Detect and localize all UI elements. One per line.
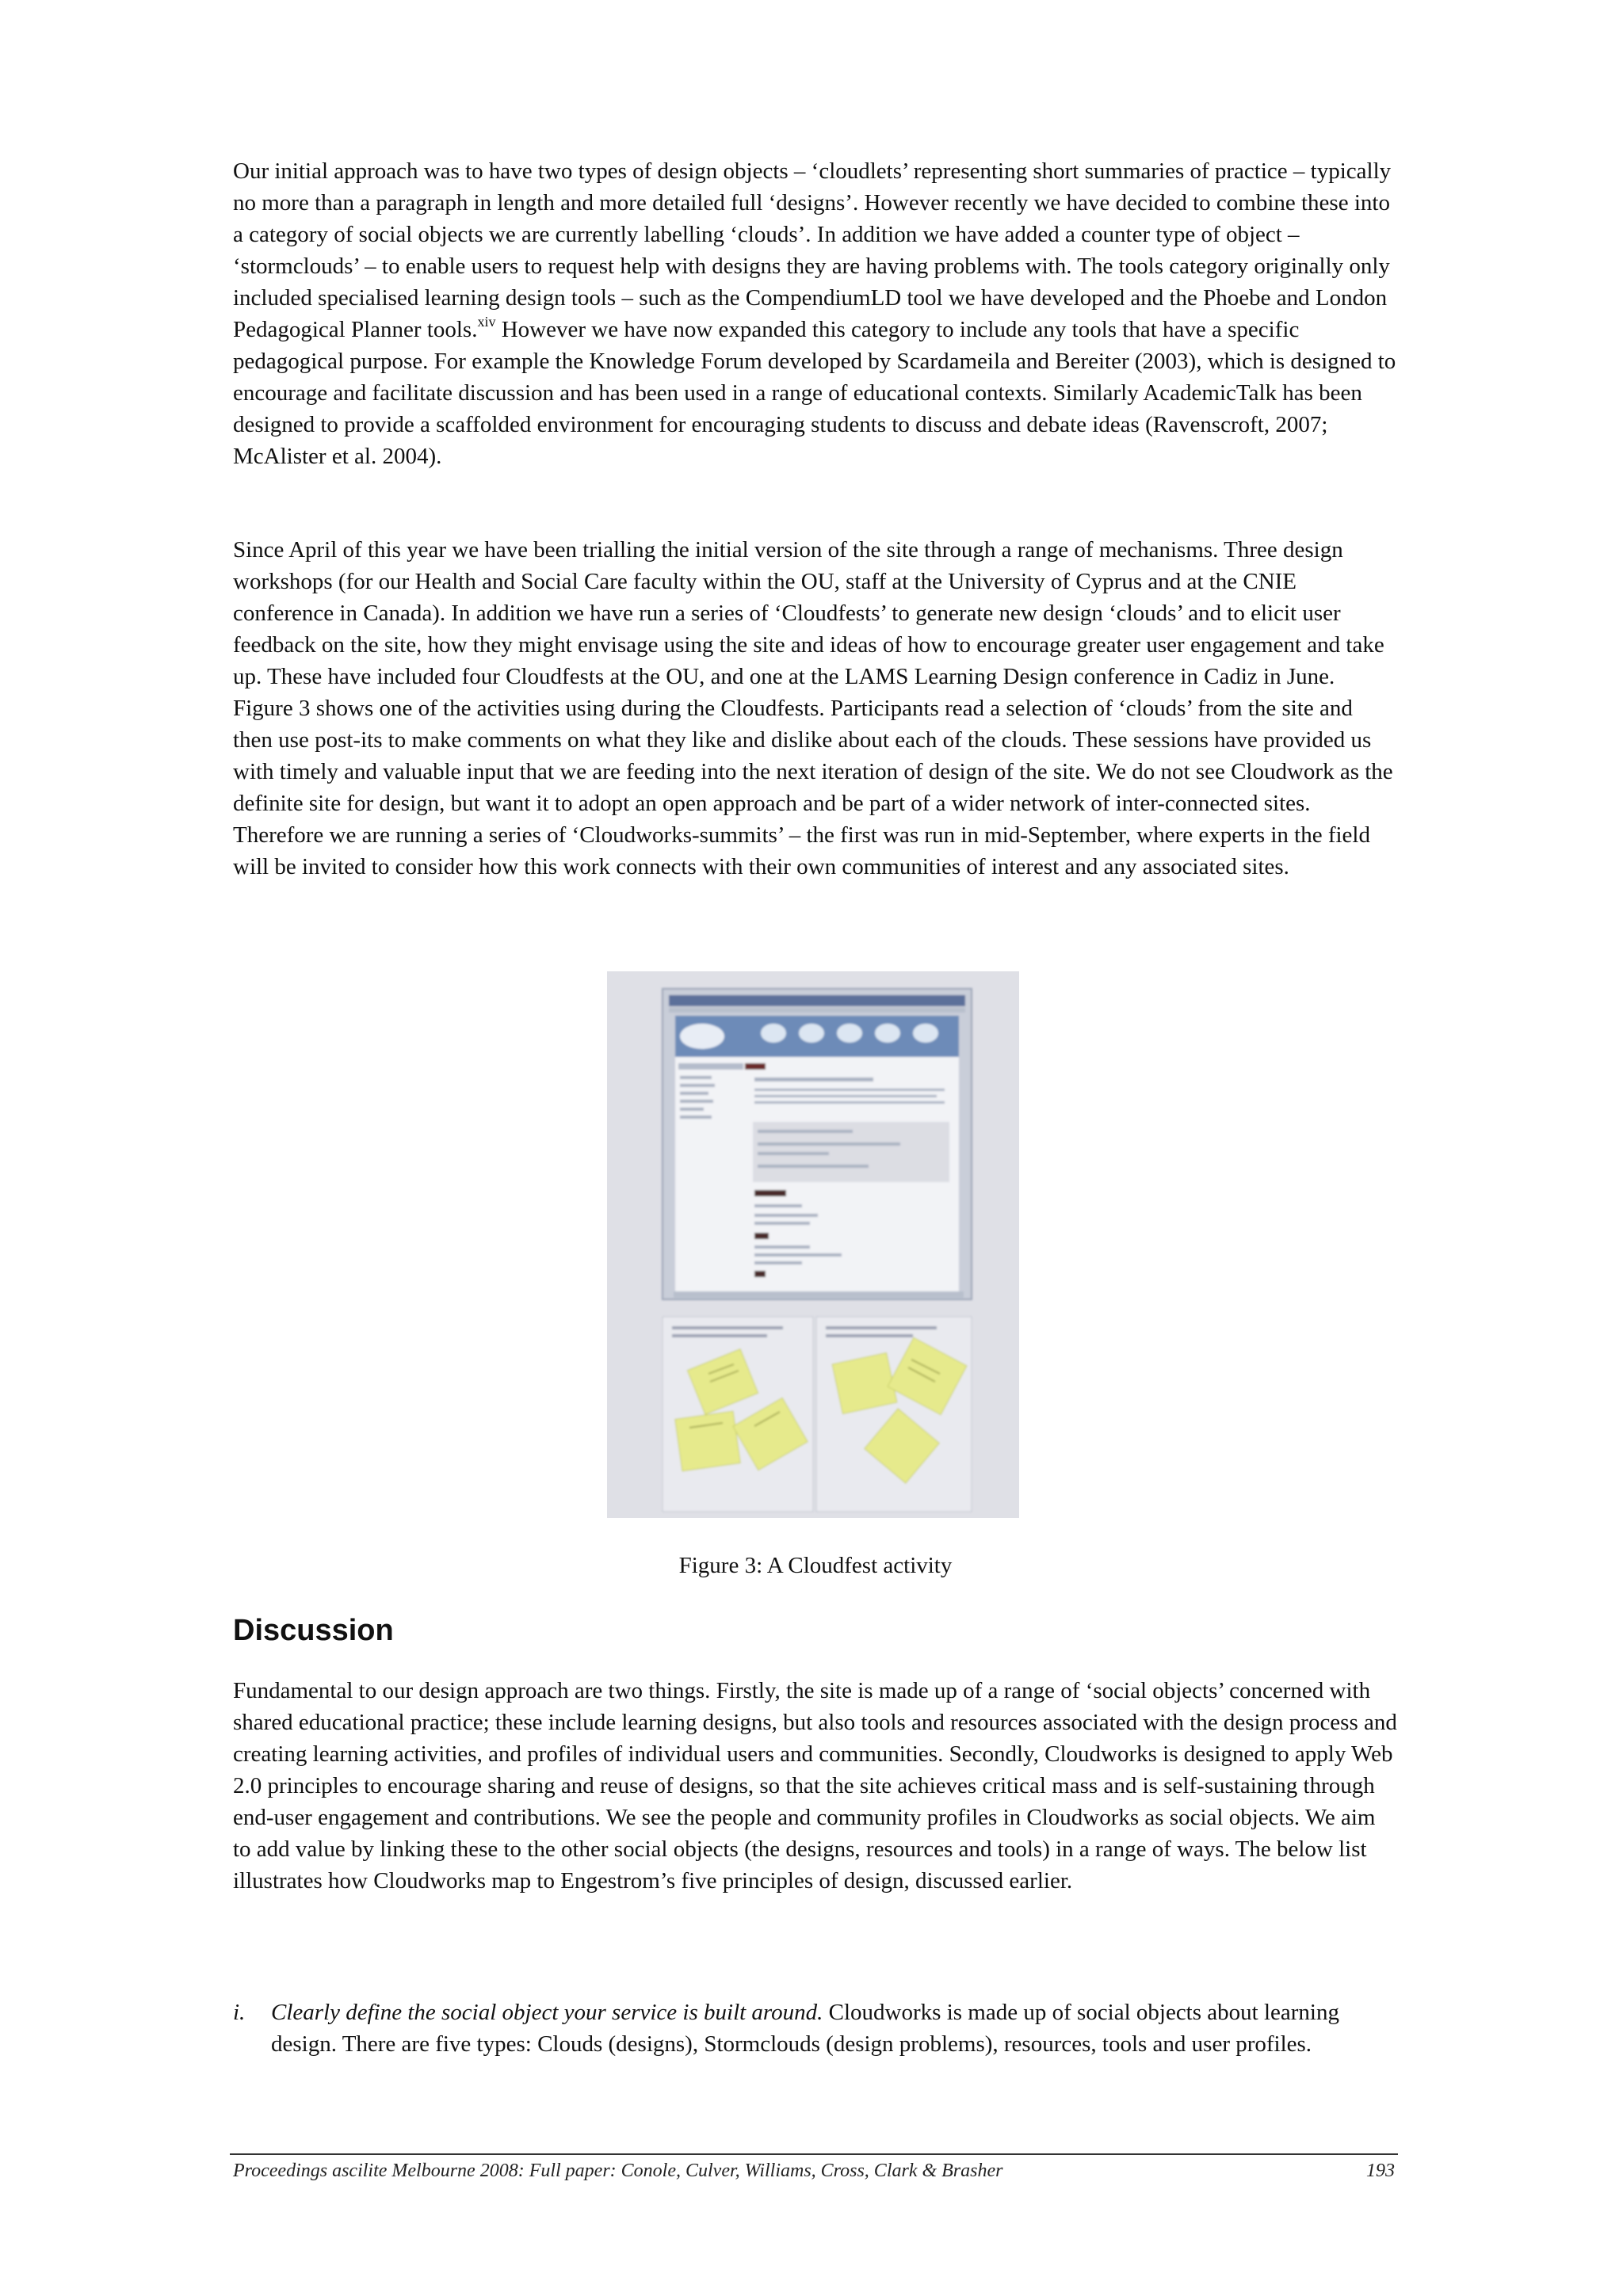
footer-divider — [230, 2153, 1398, 2155]
photo-illustration — [607, 971, 1019, 1518]
cloudfest-photo — [607, 971, 1019, 1518]
body-paragraph-1 — [233, 155, 1398, 472]
page-number: 193 — [1366, 2161, 1395, 2181]
paragraph-text: However we have now expanded this category to include any tools that have a specific pedagogical purpose. For example the Knowledge Forum developed by Scardameila and Bereiter (2003), which is designed to encourage and facilitate discussion and has been used in a range of educational contexts. Similarly AcademicTalk has been designed to provide a scaffolded environment for encouraging students to discuss and debate ideas (Ravenscroft, 2007; McAlister et al. 2004). — [233, 317, 1396, 469]
figure-caption: Figure 3: A Cloudfest activity — [678, 1553, 953, 1578]
list-item-number: i. — [233, 2000, 246, 2025]
paragraph-text: Our initial approach was to have two types of design objects – ‘cloudlets’ representing short summaries of practice – typically no more than a paragraph in length and more detailed full ‘designs’. However recently we have decided to combine these into a category of social objects we are currently labelling ‘clouds’. In addition we have added a counter type of object – ‘stormclouds’ – to enable users to request help with designs they are having problems with. The tools category originally only included specialised learning design tools – such as the CompendiumLD tool we have developed and the Phoebe and London Pedagogical Planner tools. — [233, 158, 1392, 342]
body-paragraph-3 — [233, 1675, 1398, 1897]
body-paragraph-2 — [233, 534, 1398, 883]
paragraph-text: Fundamental to our design approach are two things. Firstly, the site is made up of a range of ‘social objects’ concerned with shared educational practice; these include learning designs, but also tools and resources associated with the design process and creating learning activities, and profiles of individual users and communities. Secondly, Cloudworks is designed to apply Web 2.0 principles to encourage sharing and reuse of designs, so that the site achieves critical mass and is self-sustaining through end-user engagement and contributions. We see the people and community profiles in Cloudworks as social objects. We aim to add value by linking these to the other social objects (the designs, resources and tools) in a range of ways. The below list illustrates how Cloudworks map to Engestrom’s five principles of design, discussed earlier. — [233, 1678, 1397, 1894]
list-item — [233, 1997, 1398, 2060]
section-heading: Discussion — [233, 1614, 394, 1647]
footer-citation: Proceedings ascilite Melbourne 2008: Full paper: Conole, Culver, Williams, Cross, Clark & Brasher — [233, 2161, 1003, 2181]
paragraph-text: Since April of this year we have been trialling the initial version of the site through a range of mechanisms. Three design workshops (for our Health and Social Care faculty within the OU, staff at the University of Cyprus and at the CNIE conference in Canada). In addition we have run a series of ‘Cloudfests’ to generate new design ‘clouds’ and to elicit user feedback on the site, how they might envisage using the site and ideas of how to encourage greater user engagement and take up. These have included four Cloudfests at the OU, and one at the LAMS Learning Design conference in Cadiz in June. Figure 3 shows one of the activities using during the Cloudfests. Participants read a selection of ‘clouds’ from the site and then use post-its to make comments on what they like and dislike about each of the clouds. These sessions have provided us with timely and valuable input that we are feeding into the next iteration of design of the site. We do not see Cloudwork as the definite site for design, but want it to adopt an open approach and be part of a wider network of inter-connected sites. Therefore we are running a series of ‘Cloudworks-summits’ – the first was run in mid-September, where experts in the field will be invited to consider how this work connects with their own communities of interest and any associated sites. — [233, 537, 1393, 879]
list-item-lead: Clearly define the social object your service is built around. — [271, 2000, 823, 2025]
page-footer — [233, 2158, 1395, 2183]
footnote-marker[interactable]: xiv — [477, 314, 496, 330]
list-item-text: Cloudworks is made up of social objects about learning design. There are five types: Clouds (designs), Stormclouds (design problems), resources, tools and user profiles. — [271, 2000, 1339, 2057]
list-item-body — [271, 1997, 1398, 2060]
